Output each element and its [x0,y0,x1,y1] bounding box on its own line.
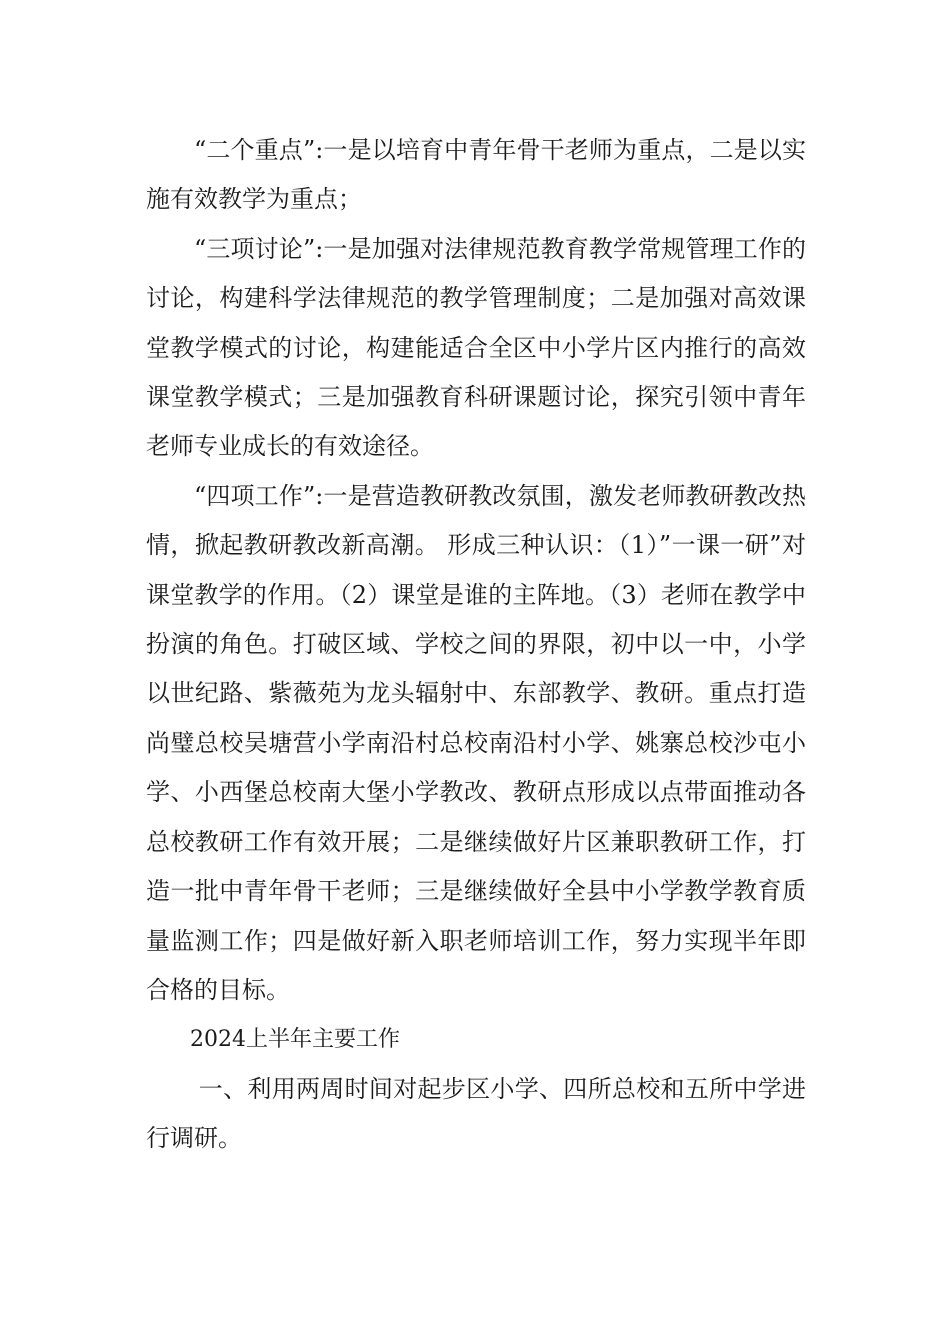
section-heading: 2024上半年主要工作 [190,1027,400,1053]
list-item-one: 一、利用两周时间对起步区小学、四所总校和五所中学进行调研。 [146,1074,806,1153]
paragraph-three-discussions: “三项讨论”:一是加强对法律规范教育教学常规管理工作的讨论，构建科学法律规范的教学管理制度；二是加强对高效课堂教学模式的讨论，构建能适合全区中小学片区内推行的高效课堂教学模式；三是加强教育科研课题讨论，探究引领中青年老师专业成长的有效途径。 [146,234,806,461]
paragraph-two-focuses: “二个重点”:一是以培育中青年骨干老师为重点，二是以实施有效教学为重点； [146,136,806,214]
document-body [146,126,806,1164]
paragraph-four-tasks: “四项工作”:一是营造教研教改氛围，激发老师教研教改热情，掀起教研教改新高潮。 形成三种认识：（1）”一课一研”对课堂教学的作用。（2）课堂是谁的主阵地。（3）老师在教学中扮演的角色。打破区域、学校之间的界限，初中以一中，小学以世纪路、紫薇苑为龙头辐射中、东部教学、教研。重点打造尚璧总校吴塘营小学南沿村总校南沿村小学、姚寨总校沙屯小学、小西堡总校南大堡小学教改、教研点形成以点带面推动各总校教研工作有效开展；二是继续做好片区兼职教研工作，打造一批中青年骨干老师；三是继续做好全县中小学教学教育质量监测工作；四是做好新入职老师培训工作，努力实现半年即合格的目标。 [146,481,806,1004]
